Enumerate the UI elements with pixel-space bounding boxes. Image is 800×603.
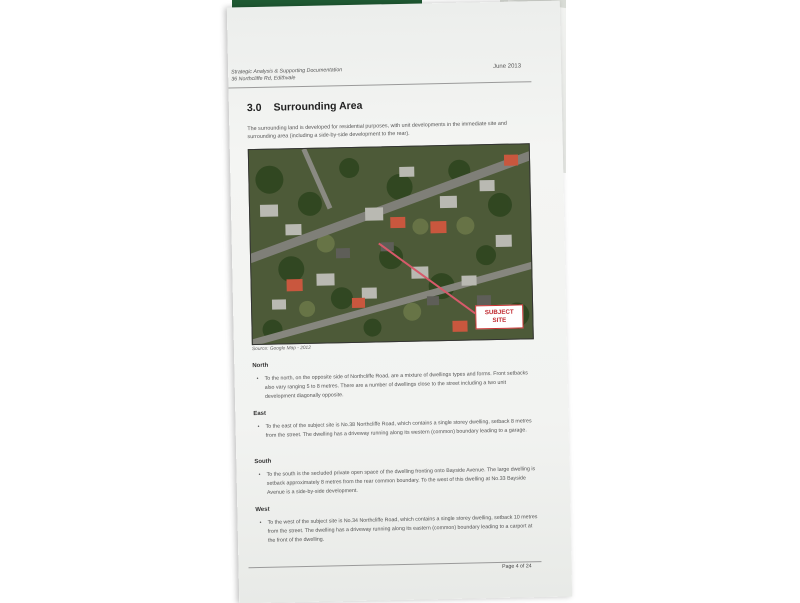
north-heading: North [252, 362, 269, 370]
photo-background-right [566, 0, 800, 600]
bullet-icon: • [258, 471, 261, 478]
bullet-icon: • [257, 423, 260, 430]
map-caption: Source: Google Map - 2012 [251, 345, 311, 353]
west-paragraph [259, 513, 541, 546]
footer-rule [249, 561, 542, 568]
header-address: 36 Northcliffe Rd, Edithvale [231, 75, 296, 83]
header-date: June 2013 [493, 63, 522, 70]
bullet-icon: • [259, 519, 262, 526]
east-text: To the east of the subject site is No.38 Northcliffe Road, which contains a single storey dwelling, setback 8 metres from the street. The dwelling has a driveway running along its western (common) boundary leading to a garage. [265, 418, 532, 439]
page-header [228, 63, 562, 100]
west-text: To the west of the subject site is No.34 Northcliffe Road, which contains a single storey dwelling, setback 10 metres from the street. The dwelling has a driveway running along its eastern (common) boundary leading to a carport at the front of the dwelling. [267, 514, 538, 544]
callout-line1: SUBJECT [484, 308, 514, 317]
section-intro: The surrounding land is developed for residential purposes, with unit developments in the immediate site and surrounding area (including a side-by-side development to the rear). [247, 120, 507, 141]
subject-site-callout [475, 304, 523, 329]
header-doc-title: Strategic Analysis & Supporting Documentation [231, 67, 343, 76]
header-left [231, 67, 342, 83]
section-title: Surrounding Area [273, 99, 363, 114]
north-text: To the north, on the opposite side of Northcliffe Road, are a mixture of dwellings types and forms. Front setbacks also vary ranging 5 to 8 metres. There are a number of dwellings close to the street including a two unit development diagonally opposite. [264, 370, 529, 400]
document-page [227, 1, 572, 603]
east-paragraph [257, 417, 538, 441]
callout-line2: SITE [492, 316, 507, 325]
section-heading [247, 100, 363, 114]
bullet-icon: • [256, 375, 259, 383]
section-number: 3.0 [246, 101, 262, 115]
south-text: To the south is the secluded private open space of the dwelling fronting onto Bayside Avenue. The large dwelling is setback approximately 8 metres from the rear common boundary. To the west of this dwelling at No.33 Bayside Avenue is a side-by-side development. [266, 466, 536, 496]
west-heading: West [255, 506, 270, 514]
south-heading: South [254, 458, 272, 466]
photo-background-left [0, 0, 232, 600]
aerial-map-image [248, 143, 534, 345]
south-paragraph [258, 465, 540, 498]
page-number: Page 4 of 24 [502, 563, 532, 570]
north-paragraph [256, 369, 537, 402]
east-heading: East [253, 410, 267, 418]
